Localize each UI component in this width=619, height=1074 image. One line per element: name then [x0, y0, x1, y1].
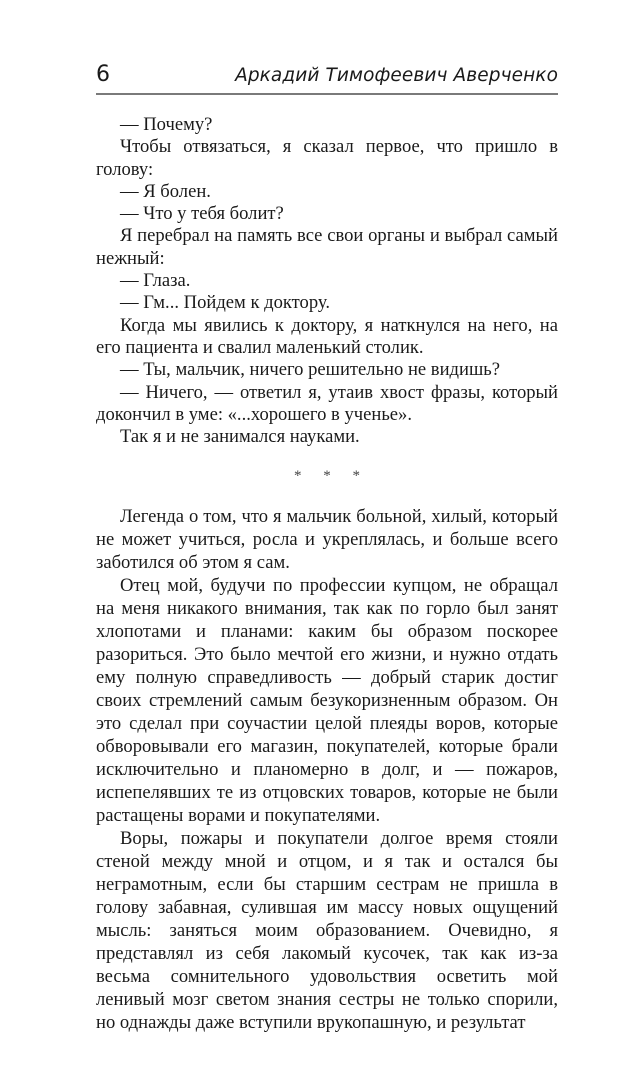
paragraph: — Почему?	[120, 114, 213, 135]
paragraph: — Глаза.	[120, 270, 191, 292]
paragraph: — Ты, мальчик, ничего решительно не видишь?	[120, 359, 500, 381]
text-block-dialogue	[96, 114, 558, 448]
paragraph: — Что у тебя болит?	[120, 203, 284, 225]
paragraph: — Я болен.	[120, 180, 211, 202]
text-block-narrative	[96, 505, 558, 1034]
paragraph: Когда мы явились к доктору, я наткнулся на него, на его пациента и свалил маленький столик.	[96, 314, 558, 358]
book-page	[96, 0, 558, 1074]
paragraph: Отец мой, будучи по профессии купцом, не обращал на меня никакого внимания, так как по горло был занят хлопотами и планами: каким бы образом поскорее разориться. Это было мечтой его жизни, и нужно отдать ему полную справедливость — добрый старик достиг своих стремлений самым безукоризненным образом. Он это сделал при соучастии целой плеяды воров, которые обворовывали его магазин, покупателей, которые брали исключительно и планомерно в долг, и — пожаров, испепелявших те из отцовских товаров, которые не были растащены ворами и покупателями.	[96, 575, 558, 827]
page-number: 6	[96, 62, 110, 87]
section-separator: * * *	[294, 468, 369, 485]
paragraph: Чтобы отвязаться, я сказал первое, что пришло в голову:	[96, 136, 558, 180]
paragraph: — Ничего, — ответил я, утаив хвост фразы, который докончил в уме: «...хорошего в ученье».	[96, 381, 558, 425]
running-title-author: Аркадий Тимофеевич Аверченко	[235, 65, 558, 86]
paragraph: Воры, пожары и покупатели долгое время стояли стеной между мной и отцом, и я так и остался бы неграмотным, если бы старшим сестрам не пришла в голову забавная, сулившая им массу новых ощущений мысль: заняться моим образованием. Очевидно, я представлял из себя лакомый кусочек, так как из-за весьма сомнительного удовольствия осветить мой ленивый мозг светом знания сестры не только спорили, но однажды даже вступили врукопашную, и результат	[96, 828, 558, 1034]
paragraph: Я перебрал на память все свои органы и выбрал самый нежный:	[96, 225, 558, 269]
paragraph: Так я и не занимался науками.	[120, 426, 360, 448]
running-head	[96, 62, 558, 95]
paragraph: Легенда о том, что я мальчик больной, хилый, который не может учиться, росла и укреплялась, и больше всего заботился об этом я сам.	[96, 506, 558, 574]
paragraph: — Гм... Пойдем к доктору.	[120, 292, 330, 314]
